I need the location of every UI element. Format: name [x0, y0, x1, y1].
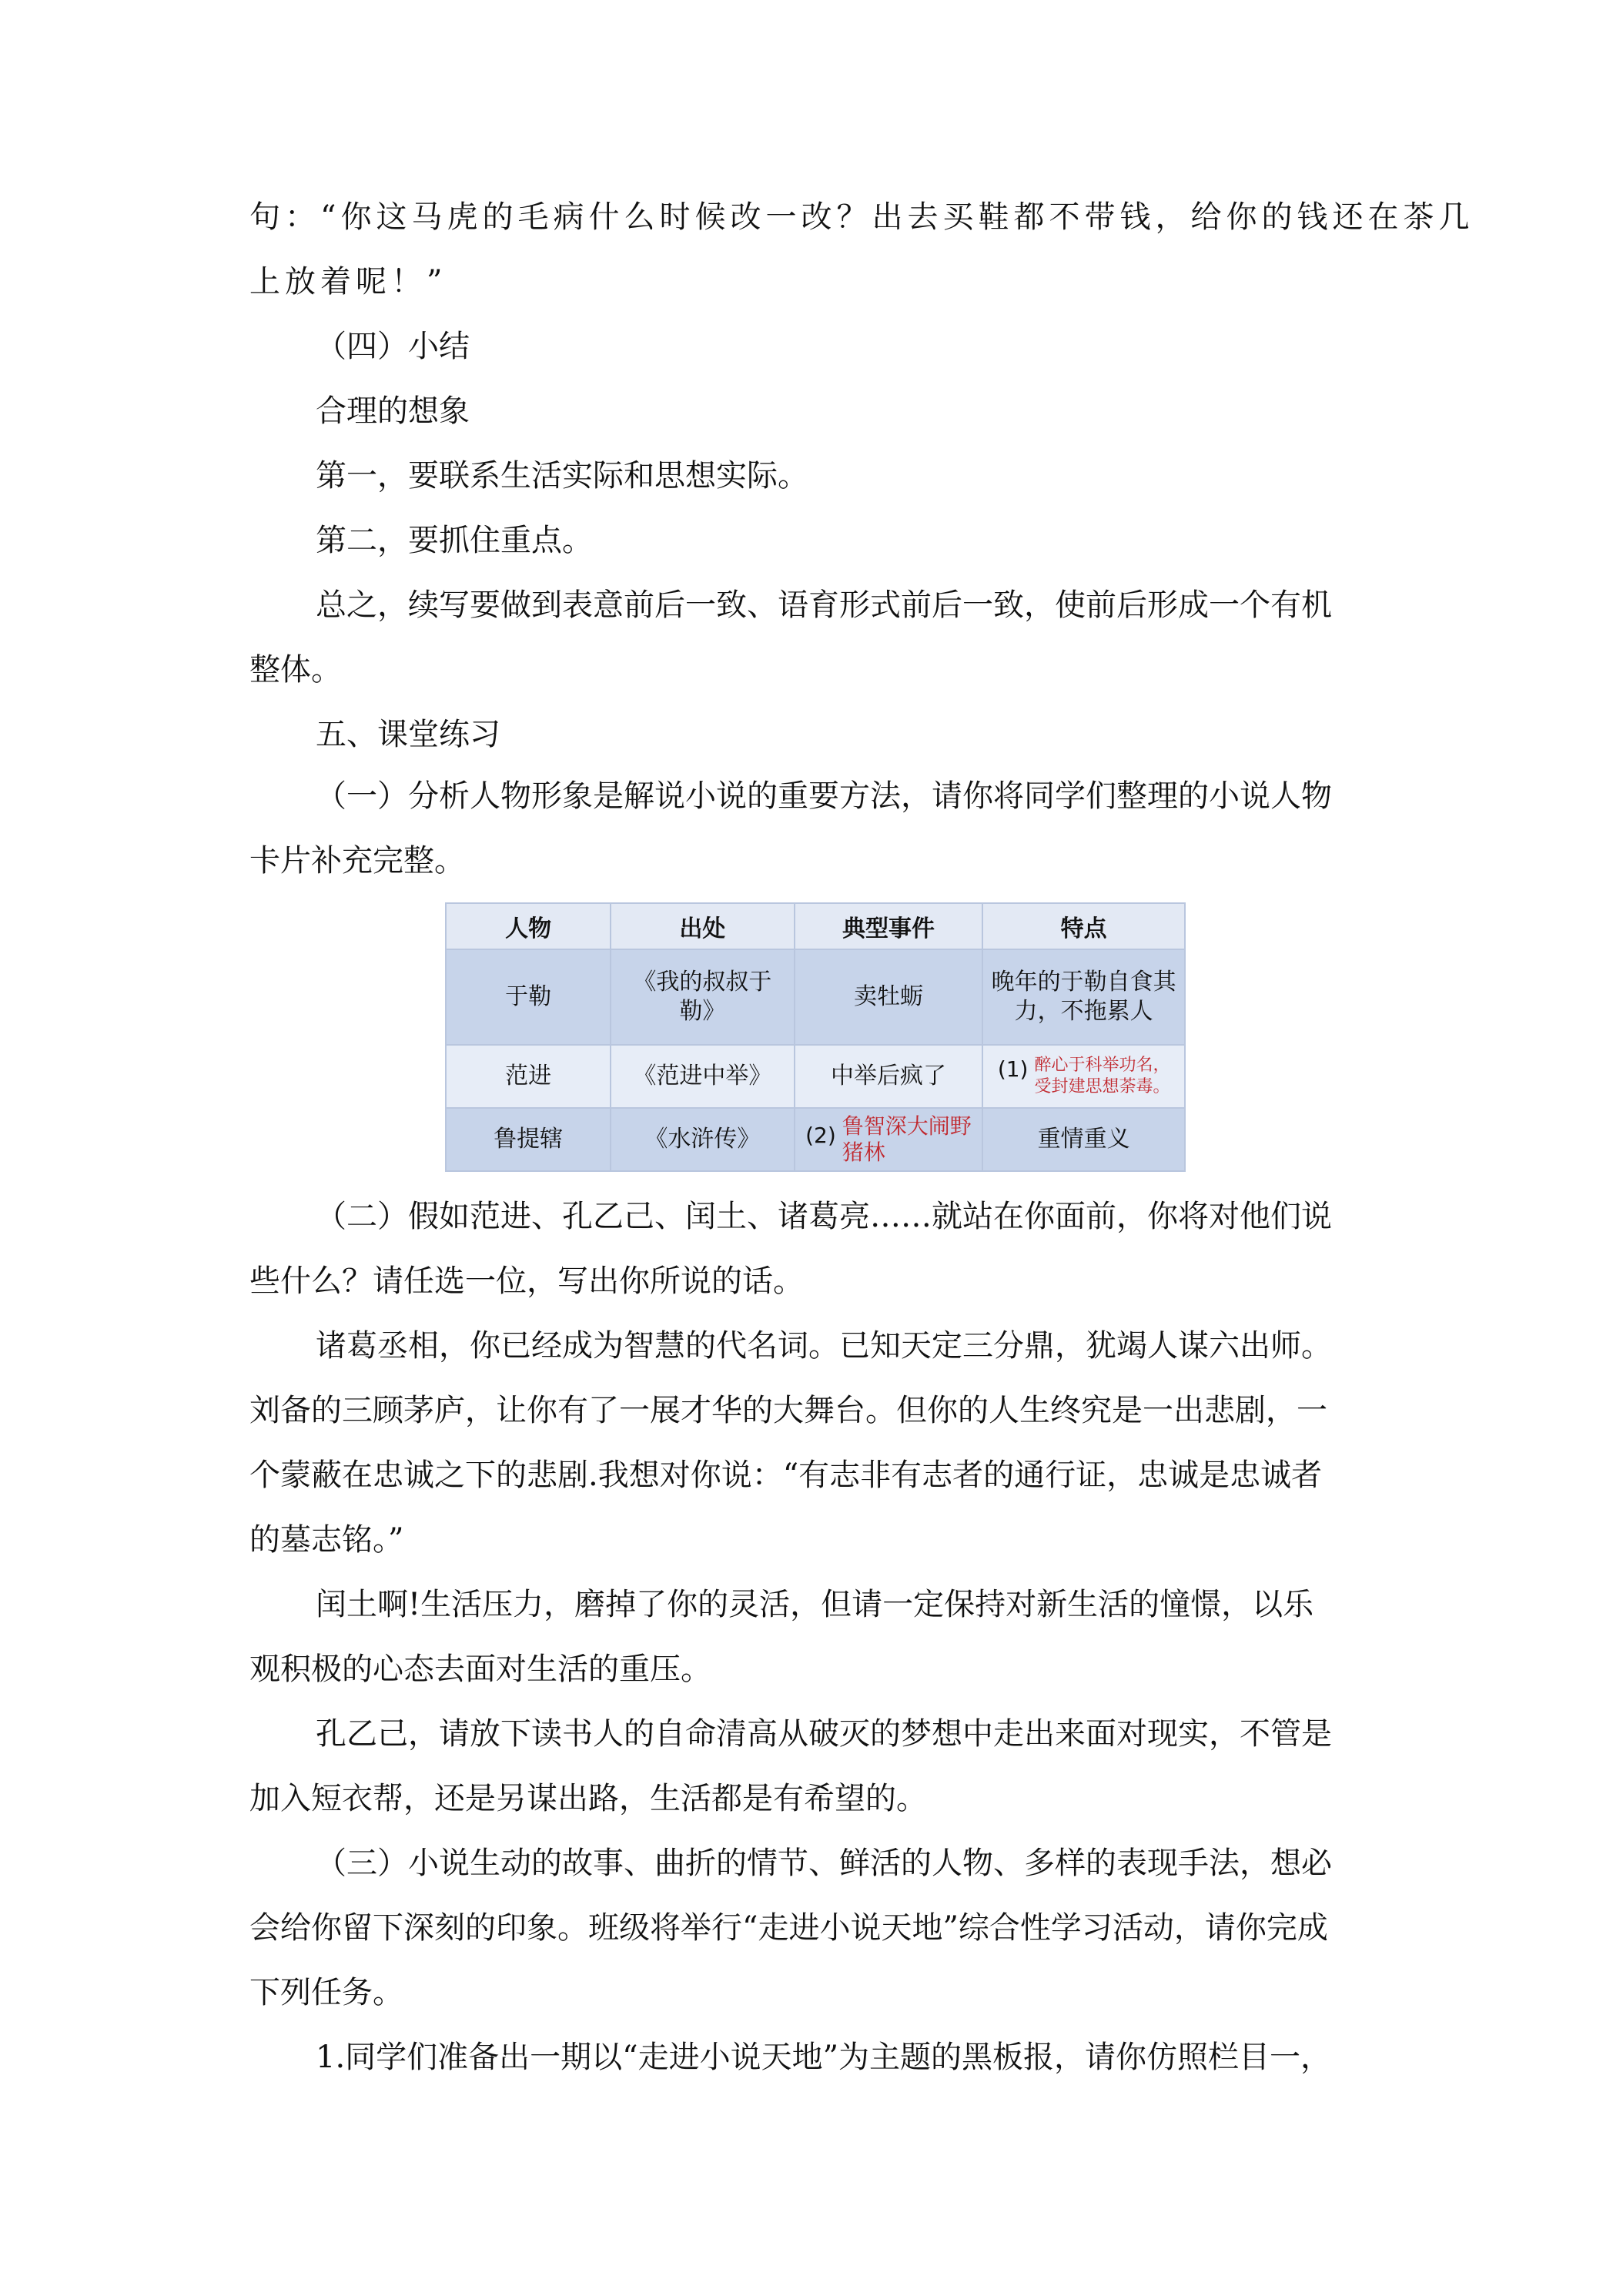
- answer-cell: [795, 1108, 983, 1171]
- table-header: 出处: [611, 903, 794, 949]
- trait-line: 晚年的于勒自食其: [991, 969, 1176, 996]
- question-line: （一）分析人物形象是解说小说的重要方法，请你将同学们整理的小说人物: [316, 778, 1332, 814]
- table-header: 人物: [446, 903, 611, 949]
- section-heading: （四）小结: [316, 329, 470, 364]
- table-cell: 中举后疯了: [795, 1045, 983, 1108]
- answer-cell: [982, 1045, 1185, 1108]
- paragraph-line: 上放着呢！”: [249, 264, 447, 300]
- question-line: 下列任务。: [249, 1975, 403, 2010]
- handwritten-answer: 醉心于科举功名， 受封建思想荼毒。: [1034, 1056, 1170, 1096]
- question-line: 些什么？请任选一位，写出你所说的话。: [249, 1263, 804, 1299]
- trait-line: 力，不拖累人: [1014, 998, 1153, 1025]
- table-header: 典型事件: [795, 903, 983, 949]
- question-line: 卡片补充完整。: [249, 843, 465, 879]
- task-line: 1.同学们准备出一期以“走进小说天地”为主题的黑板报，请你仿照栏目一，: [316, 2040, 1332, 2075]
- answer-line: 诸葛丞相，你已经成为智慧的代名词。已知天定三分鼎，犹竭人谋六出师。: [316, 1328, 1332, 1364]
- table-cell: 《水浒传》: [611, 1108, 794, 1171]
- paragraph-line: 总之，续写要做到表意前后一致、语育形式前后一致，使前后形成一个有机: [316, 587, 1332, 623]
- answer-line: 闰土啊!生活压力，磨掉了你的灵活，但请一定保持对新生活的憧憬，以乐: [316, 1587, 1314, 1622]
- table-cell: 《范进中举》: [611, 1045, 794, 1108]
- section-heading: 五、课堂练习: [316, 717, 500, 752]
- summary-title: 合理的想象: [316, 393, 470, 429]
- question-line: （三）小说生动的故事、曲折的情节、鲜活的人物、多样的表现手法，想必: [316, 1846, 1332, 1881]
- question-line: （二）假如范进、孔乙己、闰土、诸葛亮……就站在你面前，你将对他们说: [316, 1199, 1332, 1234]
- table-cell: 重情重义: [982, 1108, 1185, 1171]
- blank-number: (2): [805, 1123, 836, 1148]
- answer-line: 个蒙蔽在忠诚之下的悲剧.我想对你说：“有志非有志者的通行证，忠诚是忠诚者: [249, 1458, 1323, 1493]
- character-card-table: [445, 902, 1186, 1172]
- blank-number: (1): [997, 1056, 1029, 1082]
- table-cell: 范进: [446, 1045, 611, 1108]
- answer-line: 观积极的心态去面对生活的重压。: [249, 1652, 711, 1687]
- paragraph-line: 整体。: [249, 652, 342, 688]
- paragraph-line: 句：“你这马虎的毛病什么时候改一改？出去买鞋都不带钱，给你的钱还在茶几: [249, 199, 1474, 235]
- answer-line: 的墓志铭。”: [249, 1522, 404, 1558]
- summary-point: 第二，要抓住重点。: [316, 523, 593, 558]
- answer-line: 孔乙己，请放下读书人的自命清高从破灭的梦想中走出来面对现实，不管是: [316, 1716, 1332, 1752]
- answer-line: 加入短衣帮，还是另谋出路，生活都是有希望的。: [249, 1781, 927, 1816]
- handwritten-answer: 鲁智深大闹野 猪林: [842, 1113, 972, 1165]
- answer-line: 刘备的三顾茅庐，让你有了一展才华的大舞台。但你的人生终究是一出悲剧，一: [249, 1393, 1327, 1428]
- table-cell: 《我的叔叔于勒》: [611, 949, 794, 1045]
- table-cell: 鲁提辖: [446, 1108, 611, 1171]
- table-cell: [982, 949, 1185, 1045]
- summary-point: 第一，要联系生活实际和思想实际。: [316, 458, 808, 494]
- table-cell: 卖牡蛎: [795, 949, 983, 1045]
- table-header: 特点: [982, 903, 1185, 949]
- table-cell: 于勒: [446, 949, 611, 1045]
- question-line: 会给你留下深刻的印象。班级将举行“走进小说天地”综合性学习活动，请你完成: [249, 1910, 1328, 1946]
